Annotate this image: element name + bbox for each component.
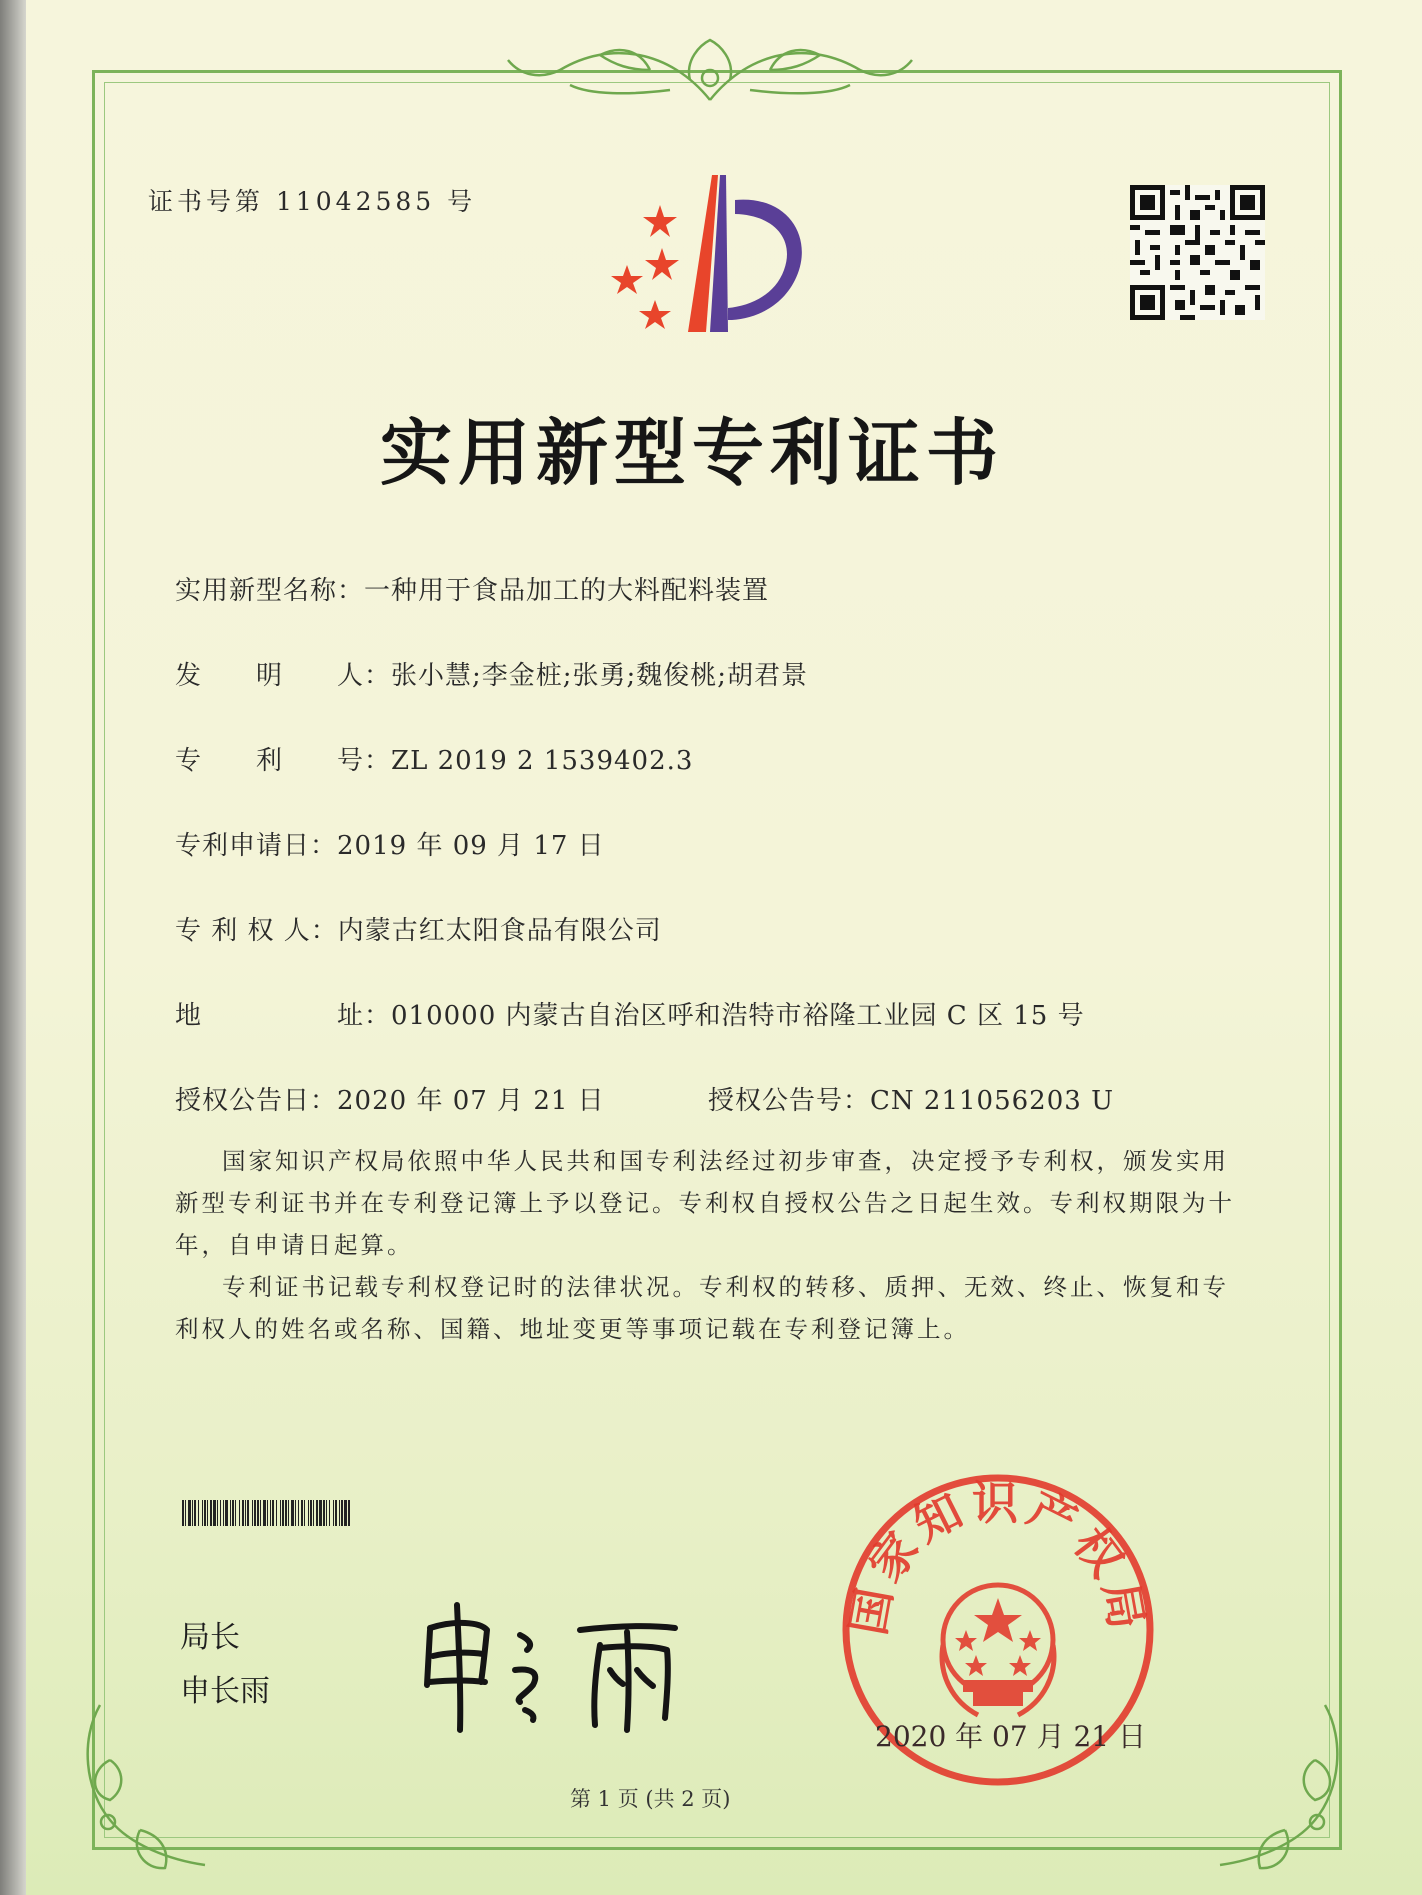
field-value: 2020 年 07 月 21 日 — [337, 1086, 605, 1116]
field-value: 张小慧;李金桩;张勇;魏俊桃;胡君景 — [391, 661, 809, 691]
certificate-number-label: 证书号第 — [148, 187, 265, 216]
bottom-right-ornament-icon — [1215, 1700, 1355, 1880]
certificate-body — [175, 1140, 1235, 1350]
field-label: 发 明 人： — [175, 661, 392, 691]
field-value: 一种用于食品加工的大料配料装置 — [364, 576, 770, 606]
field-utility-model-name — [175, 570, 769, 607]
field-grant-number — [708, 1080, 1114, 1117]
field-label: 专 利 权 人： — [175, 916, 338, 946]
field-grant-date — [175, 1080, 605, 1117]
certificate-number — [148, 182, 476, 218]
barcode-icon — [182, 1500, 538, 1526]
certificate-title: 实用新型专利证书 — [380, 410, 1005, 495]
field-filing-date — [175, 825, 605, 862]
signature-icon — [415, 1590, 715, 1740]
bottom-left-ornament-icon — [70, 1700, 210, 1880]
certificate-number-value: 11042585 — [275, 187, 436, 216]
field-patent-number — [175, 740, 693, 777]
body-paragraph: 专利证书记载专利权登记时的法律状况。专利权的转移、质押、无效、终止、恢复和专利权人的姓名或名称、国籍、地址变更等事项记载在专利登记簿上。 — [175, 1273, 1229, 1343]
field-label: 专利申请日： — [175, 831, 338, 861]
field-patentee — [175, 910, 662, 947]
field-label: 专 利 号： — [175, 746, 392, 776]
page-number: 第 1 页 (共 2 页) — [570, 1787, 731, 1811]
body-paragraph: 国家知识产权局依照中华人民共和国专利法经过初步审查，决定授予专利权，颁发实用新型专利证书并在专利登记簿上予以登记。专利权自授权公告之日起生效。专利权期限为十年，自申请日起算。 — [175, 1147, 1235, 1259]
field-label: 实用新型名称： — [175, 576, 365, 606]
field-value: 010000 内蒙古自治区呼和浩特市裕隆工业园 C 区 15 号 — [391, 1001, 1085, 1031]
binding-edge — [0, 0, 26, 1895]
top-ornament-icon — [500, 30, 920, 110]
patent-office-logo-icon — [600, 170, 830, 340]
field-value: 2019 年 09 月 17 日 — [337, 831, 605, 861]
field-value: ZL 2019 2 1539402.3 — [391, 746, 694, 776]
seal-date: 2020 年 07 月 21 日 — [875, 1720, 1147, 1753]
field-label: 授权公告日： — [175, 1086, 338, 1116]
official-title: 局长 — [180, 1620, 240, 1655]
official-name: 申长雨 — [180, 1674, 270, 1709]
seal-text: 国家知识产权局 — [840, 1476, 1156, 1639]
field-label: 地 址： — [175, 1001, 392, 1031]
field-inventor — [175, 655, 808, 692]
certificate-number-suffix: 号 — [447, 187, 477, 216]
field-label: 授权公告号： — [708, 1086, 871, 1116]
field-value: CN 211056203 U — [870, 1086, 1114, 1116]
field-value: 内蒙古红太阳食品有限公司 — [337, 916, 662, 946]
field-address — [175, 995, 1085, 1032]
qr-code-icon — [1130, 185, 1265, 320]
